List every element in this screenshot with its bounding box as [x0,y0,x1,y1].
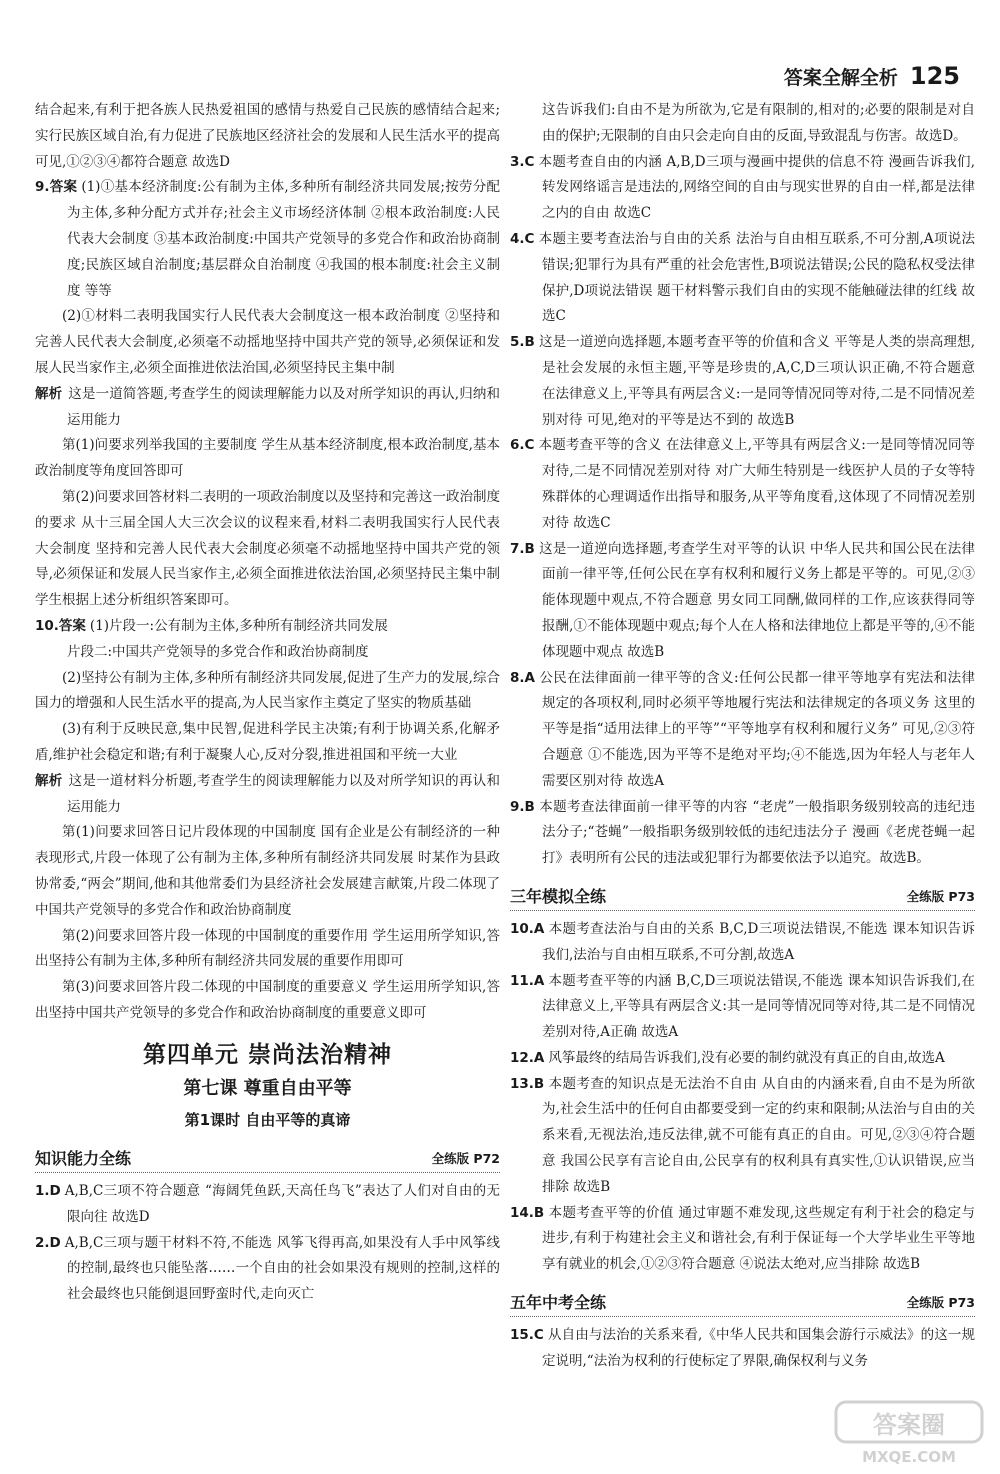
header-title: 答案全解全析 [783,66,898,89]
answer-text: (2)坚持公有制为主体,多种所有制经济共同发展,促进了生产力的发展,综合国力的增强和人民生活水平的提高,为人民当家作主奠定了坚实的物质基础 [35,669,500,712]
answer-text: 本题主要考查法治与自由的关系 法治与自由相互联系,不可分割,A项说法错误;犯罪行为具有严重的社会危害性,B项说法错误;公民的隐私权受法律保护,D项说法错误 题干材料警示我们自由的实现不能触碰法律的红线 故选C [538,230,975,325]
answer-text: 本题考查平等的内涵 B,C,D三项说法错误,不能选 课本知识告诉我们,在法律意义上,平等具有两层含义:其一是同等情况同等对待,其二是不同情况差别对待,A正确 故选A [542,972,975,1041]
analysis-text: 第(1)问要求回答日记片段体现的中国制度 国有企业是公有制经济的一种表现形式,片段一体现了公有制为主体,多种所有制经济共同发展 时某作为县政协常委,“两会”期间,他和其他常委们为县经济社会发展建言献策,片段二体现了中国共产党领导的多党合作和政治协商制度 [35,824,500,918]
answer-number: 2.D [35,1234,61,1251]
answer-item [510,969,975,1046]
answer-text: 本题考查自由的内涵 A,B,D三项与漫画中提供的信息不符 漫画告诉我们,转发网络谣言是违法的,网络空间的自由与现实世界的自由一样,都是法律之内的自由 故选C [538,153,975,222]
answer-item [510,537,975,666]
answer-item [35,1231,500,1308]
analysis-text: 第(3)问要求回答片段二体现的中国制度的重要意义 学生运用所学知识,答出坚持中国共产党领导的多党合作和政治协商制度的重要意义即可 [35,979,500,1021]
period-title: 第1课时 自由平等的真谛 [184,1111,351,1130]
answer-text: (3)有利于反映民意,集中民智,促进科学民主决策;有利于协调关系,化解矛盾,维护社会稳定和谐;有利于凝聚人心,反对分裂,推进祖国和平统一大业 [35,721,500,763]
answer-text: 片段二:中国共产党领导的多党合作和政治协商制度 [67,643,369,660]
section-header [510,1288,975,1317]
answer-text: 从自由与法治的关系来看,《中华人民共和国集会游行示威法》的这一规定说明,“法治为权利的行使标定了界限,确保权利与义务 [542,1327,975,1369]
unit-title: 第四单元 崇尚法治精神 [142,1041,392,1068]
answer-number: 10.A [510,920,545,937]
answer-item [510,1072,975,1201]
answer-text: (1)片段一:公有制为主体,多种所有制经济共同发展 [89,617,388,634]
answer-item [510,1201,975,1278]
answer-item [510,666,975,795]
section-title: 三年模拟全练 [510,884,612,910]
section-title: 五年中考全练 [510,1290,612,1316]
answer-number: 15.C [510,1327,544,1344]
answer-item [510,227,975,330]
answer-item [510,1323,975,1375]
section-reference: 全练版 P72 [431,1151,500,1167]
answer-number: 1.D [35,1183,61,1200]
answer-item [510,433,975,536]
answer-text: 这是一道逆向选择题,考查学生对平等的认识 中华人民共和国公民在法律面前一律平等,任何公民在享有权利和履行义务上都是平等的。可见,②③能体现题中观点,不符合题意 男女同工同酬,做同样的工作,应该获得同等报酬,①不能体现题中观点;每个人在人格和法律地位上都是平等的,④不能体现题中观点 故选B [538,540,975,660]
answer-item [35,614,500,640]
answer-text: 风筝最终的结局告诉我们,没有必要的制约就没有真正的自由,故选A [548,1049,945,1066]
analysis-label: 解析 [35,772,63,789]
analysis-text: 第(2)问要求回答材料二表明的一项政治制度以及坚持和完善这一政治制度的要求 从十三届全国人大三次会议的议程来看,材料二表明我国实行人民代表大会制度 坚持和完善人民代表大会制度必须毫不动摇地坚持中国共产党的领导,必须保证和发展人民当家作主,必须全面推进依法治国,必须坚持民主集中制 学生根据上述分析组织答案即可。 [35,488,500,609]
answer-number: 14.B [510,1204,545,1221]
answer-number: 6.C [510,437,535,454]
answer-number: 13.B [510,1075,545,1092]
answer-number: 11.A [510,972,545,989]
answer-number: 9.答案 [35,179,78,196]
section-reference: 全练版 P73 [906,889,975,905]
answer-text: 本题考查平等的价值 通过审题不难发现,这些规定有利于社会的稳定与进步,有利于构建社会主义和谐社会,有利于保证每一个大学毕业生平等地享有就业的机会,①②③符合题意 ④说法太绝对,应当排除 故选B [542,1204,975,1273]
answer-text: A,B,C三项不符合题意 “海阔凭鱼跃,天高任鸟飞”表达了人们对自由的无限向往 故选D [64,1183,500,1225]
answer-item [510,917,975,969]
answer-number: 4.C [510,230,535,247]
analysis-text: 这是一道简答题,考查学生的阅读理解能力以及对所学知识的再认,归纳和运用能力 [67,385,500,428]
lesson-title: 第七课 尊重自由平等 [183,1078,352,1100]
answer-number: 5.B [510,334,535,351]
left-column [35,98,500,1468]
answer-item [510,1046,975,1072]
page-header [784,58,960,94]
answer-text: 本题考查的知识点是无法治不自由 从自由的内涵来看,自由不是为所欲为,社会生活中的任何自由都要受到一定的约束和限制;从法治与自由的关系来看,无视法治,违反法律,就不可能有真正的自由。可见,②③④符合题意 我国公民享有言论自由,公民享有的权利具有真实性,①认识错误,应当排除 故选B [542,1075,975,1195]
answer-text: (2)①材料二表明我国实行人民代表大会制度这一根本政治制度 ②坚持和完善人民代表大会制度,必须毫不动摇地坚持中国共产党的领导,必须保证和发展人民当家作主,必须全面推进依法治国,必须坚持民主集中制 [35,308,500,376]
answer-text: 本题考查法律面前一律平等的内容 “老虎”一般指职务级别较高的违纪违法分子;“苍蝇”一般指职务级别较低的违纪违法分子 漫画《老虎苍蝇一起打》表明所有公民的违法或犯罪行为都要依法予以追究。故选B。 [538,798,975,867]
watermark-logo [834,1400,984,1466]
answer-text: 结合起来,有利于把各族人民热爱祖国的感情与热爱自己民族的感情结合起来;实行民族区域自治,有力促进了民族地区经济社会的发展和人民生活水平的提高 可见,①②③④都符合题意 故选D [35,102,500,170]
svg-text:答案圈: 答案圈 [873,1411,945,1439]
section-title: 知识能力全练 [35,1146,137,1172]
answer-text: 公民在法律面前一律平等的含义:任何公民都一律平等地享有宪法和法律规定的各项权利,同时必须平等地履行宪法和法律规定的各项义务 这里的平等是指“适用法律上的平等”“平等地享有权利和履行义务” 可见,②③符合题意 ①不能选,因为平等不是绝对平均;④不能选,因为年轻人与老年人需要区别对待 故选A [538,669,975,789]
answer-text: 这告诉我们:自由不是为所欲为,它是有限制的,相对的;必要的限制是对自由的保护;无限制的自由只会走向自由的反面,导致混乱与伤害。故选D。 [542,102,975,144]
answer-item [510,330,975,433]
page-number: 125 [909,62,960,90]
answer-text: 这是一道逆向选择题,本题考查平等的价值和含义 平等是人类的崇高理想,是社会发展的永恒主题,平等是珍贵的,A,C,D三项认识正确,不符合题意 在法律意义上,平等具有两层含义:一是同等情况同等对待,二是不同情况差别对待 可见,绝对的平等是达不到的 故选B [538,334,975,428]
analysis-text: 第(1)问要求列举我国的主要制度 学生从基本经济制度,根本政治制度,基本政治制度等角度回答即可 [35,437,500,480]
right-column [510,98,975,1468]
section-header [35,1144,500,1173]
analysis-text: 这是一道材料分析题,考查学生的阅读理解能力以及对所学知识的再认和运用能力 [67,772,500,815]
answer-number: 8.A [510,669,535,686]
answer-text: 本题考查平等的含义 在法律意义上,平等具有两层含义:一是同等情况同等对待,二是不同情况差别对待 对广大师生特别是一线医护人员的子女等特殊群体的心理调适作出指导和服务,从平等角度看,这体现了不同情况差别对待 故选C [538,437,975,531]
answer-text: 本题考查法治与自由的关系 B,C,D三项说法错误,不能选 课本知识告诉我们,法治与自由相互联系,不可分割,故选A [542,920,975,963]
answer-text: A,B,C三项与题干材料不符,不能选 风筝飞得再高,如果没有人手中风筝线的控制,最终也只能坠落……一个自由的社会如果没有规则的控制,这样的社会最终也只能倒退回野蛮时代,走向灭亡 [64,1234,500,1303]
answer-item [510,150,975,227]
answer-item [510,795,975,872]
answer-item [35,175,500,304]
answer-text: (1)①基本经济制度:公有制为主体,多种所有制经济共同发展;按劳分配为主体,多种分配方式并存;社会主义市场经济体制 ②根本政治制度:人民代表大会制度 ③基本政治制度:中国共产党领导的多党合作和政治协商制度;民族区域自治制度;基层群众自治制度 ④我国的根本制度:社会主义制度 等等 [67,179,500,299]
section-reference: 全练版 P73 [906,1295,975,1311]
section-header [510,882,975,911]
analysis-text: 第(2)问要求回答片段一体现的中国制度的重要作用 学生运用所学知识,答出坚持公有制为主体,多种所有制经济共同发展的重要作用即可 [35,927,500,970]
answer-number: 7.B [510,540,535,557]
analysis-item [35,382,500,434]
answer-number: 9.B [510,798,535,815]
analysis-item [35,769,500,821]
analysis-label: 解析 [35,385,63,402]
answer-number: 3.C [510,153,535,170]
answer-item [35,1179,500,1231]
answer-number: 10.答案 [35,617,86,634]
svg-text:MXQE.COM: MXQE.COM [862,1448,956,1466]
answer-number: 12.A [510,1049,545,1066]
